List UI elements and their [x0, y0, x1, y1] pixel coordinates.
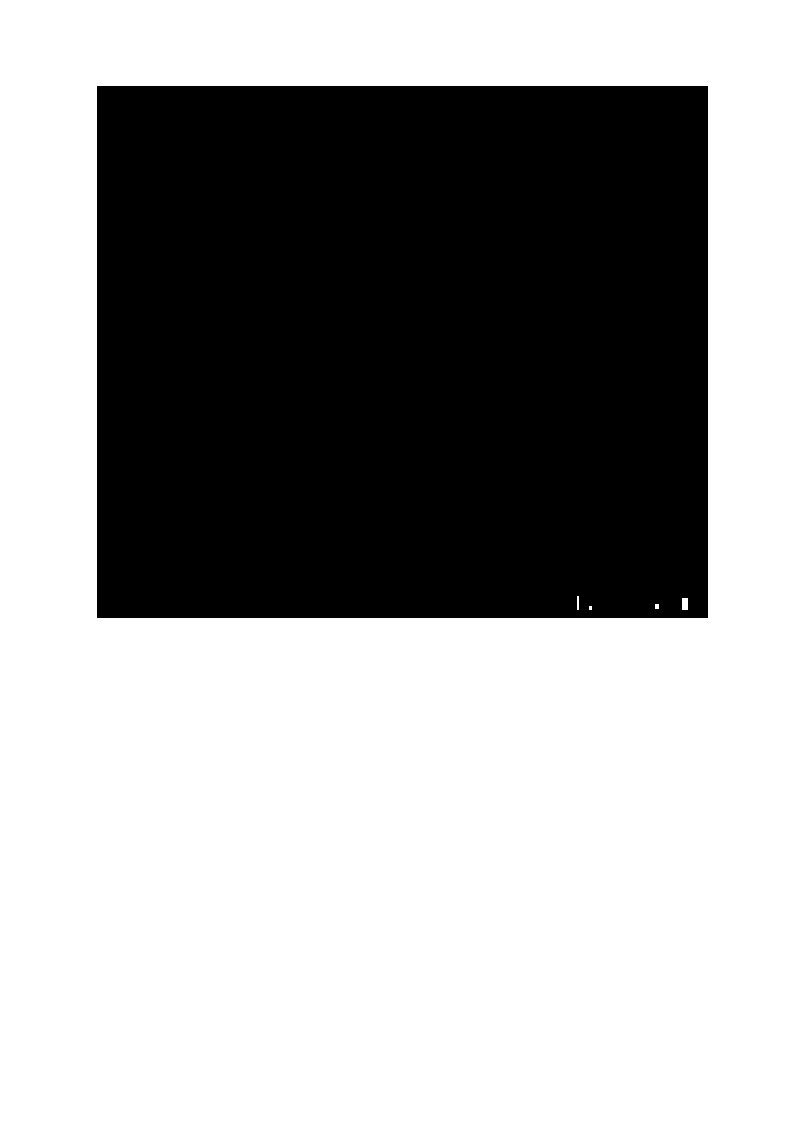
scanned-document-page [97, 86, 708, 1128]
text-line: fication (as defined by paragraph (a)(1)(xi) of this section) and the actual emissions [416, 645, 432, 1128]
text-line: sions after the modification, as defined under Section 203.1050, and the actual [250, 674, 266, 1128]
text-line: so as to be consistent with the federal blueprint [653, 849, 669, 1122]
text-line: sions unit. [458, 1068, 474, 1128]
text-line: andatory obligations on the owner or operator of a source at which a major [516, 696, 532, 1128]
scan-artifact-mark [682, 598, 688, 610]
text-line: sions before the modification, as defined under Section 203.1040, for each emissions [271, 637, 287, 1128]
text-line: her example of the issues posed by the First Notice would be the First Notice [102, 682, 118, 1128]
scan-artifact-mark [589, 606, 592, 610]
text-line: gency requests that the verb "shall" be used in re [620, 841, 636, 1122]
text-line: fication that must be offset in accordance with section 173 of the Act shall be [374, 682, 390, 1128]
scan-artifact-mark [655, 604, 659, 609]
text-line: would occur to offset emissions and the manner in which the total tonnage of such [549, 652, 565, 1128]
text-line: 65(a)(3)(i) (Emphasis added). The First Notice Version fails to make a distinction [479, 657, 495, 1128]
text-line: The First Notice Version reads as follows: [172, 876, 188, 1119]
text-line: determined as provided by the federal blueprint. [587, 844, 603, 1122]
text-line: be offset must be determined by summing the difference between the allowable [229, 669, 245, 1128]
text-line: otal tonnage of increased emissions, in tpy, resulting from a major modification that [207, 643, 223, 1128]
text-line: e the modification (as defined in paragraph (a)(1)(xii) of this section) for each [437, 677, 453, 1128]
text-line: mined by summing the difference between the allowable emissions after the [395, 689, 411, 1128]
text-line: be used in revised Part 203 as it is used in the fed [686, 843, 702, 1128]
text-line: otal tonnage of increased emissions, in tons per year, resulting from a major [353, 689, 369, 1128]
scan-artifact-mark [577, 596, 579, 610]
text-line: e of "must" in proposed Section 203.1810(a)(1)(B) as compared to the federal [138, 678, 154, 1128]
text-line: dded). Meanwhile the relevant provision of the federal blueprint provides: [312, 699, 328, 1128]
